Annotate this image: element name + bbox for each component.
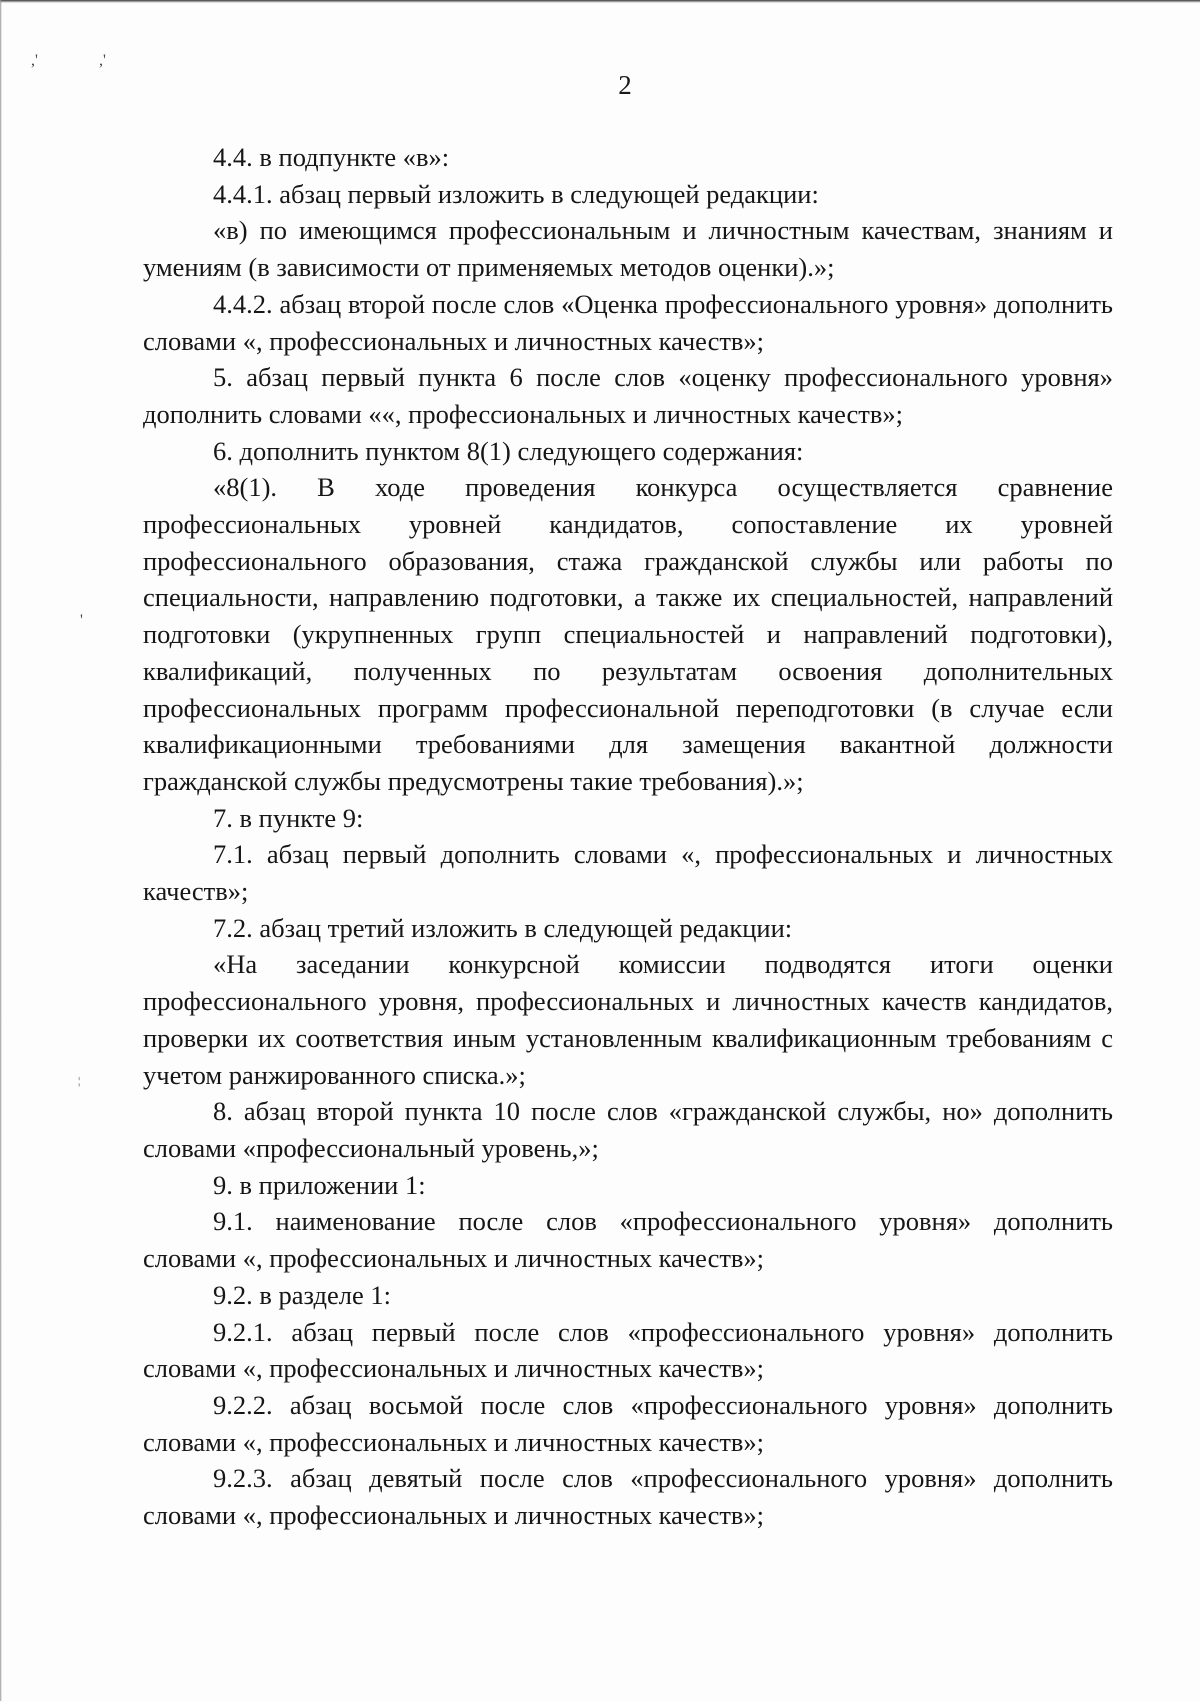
paragraph: 9.2.1. абзац первый после слов «профессионального уровня» дополнить словами «, профессиональных и личностных качеств»;	[143, 1316, 1113, 1384]
paragraph: 7.1. абзац первый дополнить словами «, профессиональных и личностных качеств»;	[143, 839, 1113, 907]
paragraph: 9.2.3. абзац девятый после слов «профессионального уровня» дополнить словами «, профессиональных и личностных качеств»;	[143, 1463, 1113, 1531]
paragraph: 4.4.1. абзац первый изложить в следующей редакции:	[213, 178, 819, 209]
paragraph: 9. в приложении 1:	[213, 1169, 426, 1200]
scan-speck: ¦	[78, 1075, 81, 1087]
scan-edge-left	[0, 0, 2, 1701]
paragraph: 5. абзац первый пункта 6 после слов «оценку профессионального уровня» дополнить словами ««, профессиональных и личностных качеств»;	[143, 362, 1113, 429]
paragraph: 9.1. наименование после слов «профессионального уровня» дополнить словами «, профессиональных и личностных качеств»;	[143, 1206, 1113, 1274]
scan-speck: ,'	[31, 52, 38, 69]
paragraph: 7.2. абзац третий изложить в следующей редакции:	[213, 912, 793, 943]
paragraph: 9.2. в разделе 1:	[213, 1279, 391, 1310]
page-number: 2	[618, 70, 632, 100]
paragraph: «8(1). В ходе проведения конкурса осуществляется сравнение профессиональных уровней кандидатов, сопоставление их уровней профессионального образования, стажа гражданской службы или работы по специальности, направлению подготовки, а также их специальностей, направлений подготовки (укрупненных групп специальностей и направлений подготовки), квалификаций, полученных по результатам освоения дополнительных профессиональных программ профессиональной переподготовки (в случае если квалификационными требованиями для замещения вакантной должности гражданской службы предусмотрены такие требования).»;	[143, 472, 1113, 796]
paragraph: 9.2.2. абзац восьмой после слов «профессионального уровня» дополнить словами «, профессиональных и личностных качеств»;	[143, 1389, 1113, 1457]
paragraph: 4.4. в подпункте «в»:	[213, 142, 450, 172]
scan-speck: ,'	[99, 52, 106, 69]
paragraph: «в) по имеющимся профессиональным и личностным качествам, знаниям и умениям (в зависимости от применяемых методов оценки).»;	[143, 215, 1113, 283]
paragraph: 6. дополнить пунктом 8(1) следующего содержания:	[213, 435, 804, 466]
paragraph: 7. в пункте 9:	[213, 802, 364, 833]
paragraph: 4.4.2. абзац второй после слов «Оценка профессионального уровня» дополнить словами «, профессиональных и личностных качеств»;	[143, 288, 1113, 356]
scan-edge-top	[0, 0, 1200, 3]
document-body	[143, 139, 1113, 1534]
scan-speck: '	[80, 612, 83, 629]
paragraph: «На заседании конкурсной комиссии подводятся итоги оценки профессионального уровня, профессиональных и личностных качеств кандидатов, проверки их соответствия иным установленным квалификационным требованиям с учетом ранжированного списка.»;	[143, 949, 1113, 1090]
paragraph: 8. абзац второй пункта 10 после слов «гражданской службы, но» дополнить словами «профессиональный уровень,»;	[143, 1096, 1113, 1163]
